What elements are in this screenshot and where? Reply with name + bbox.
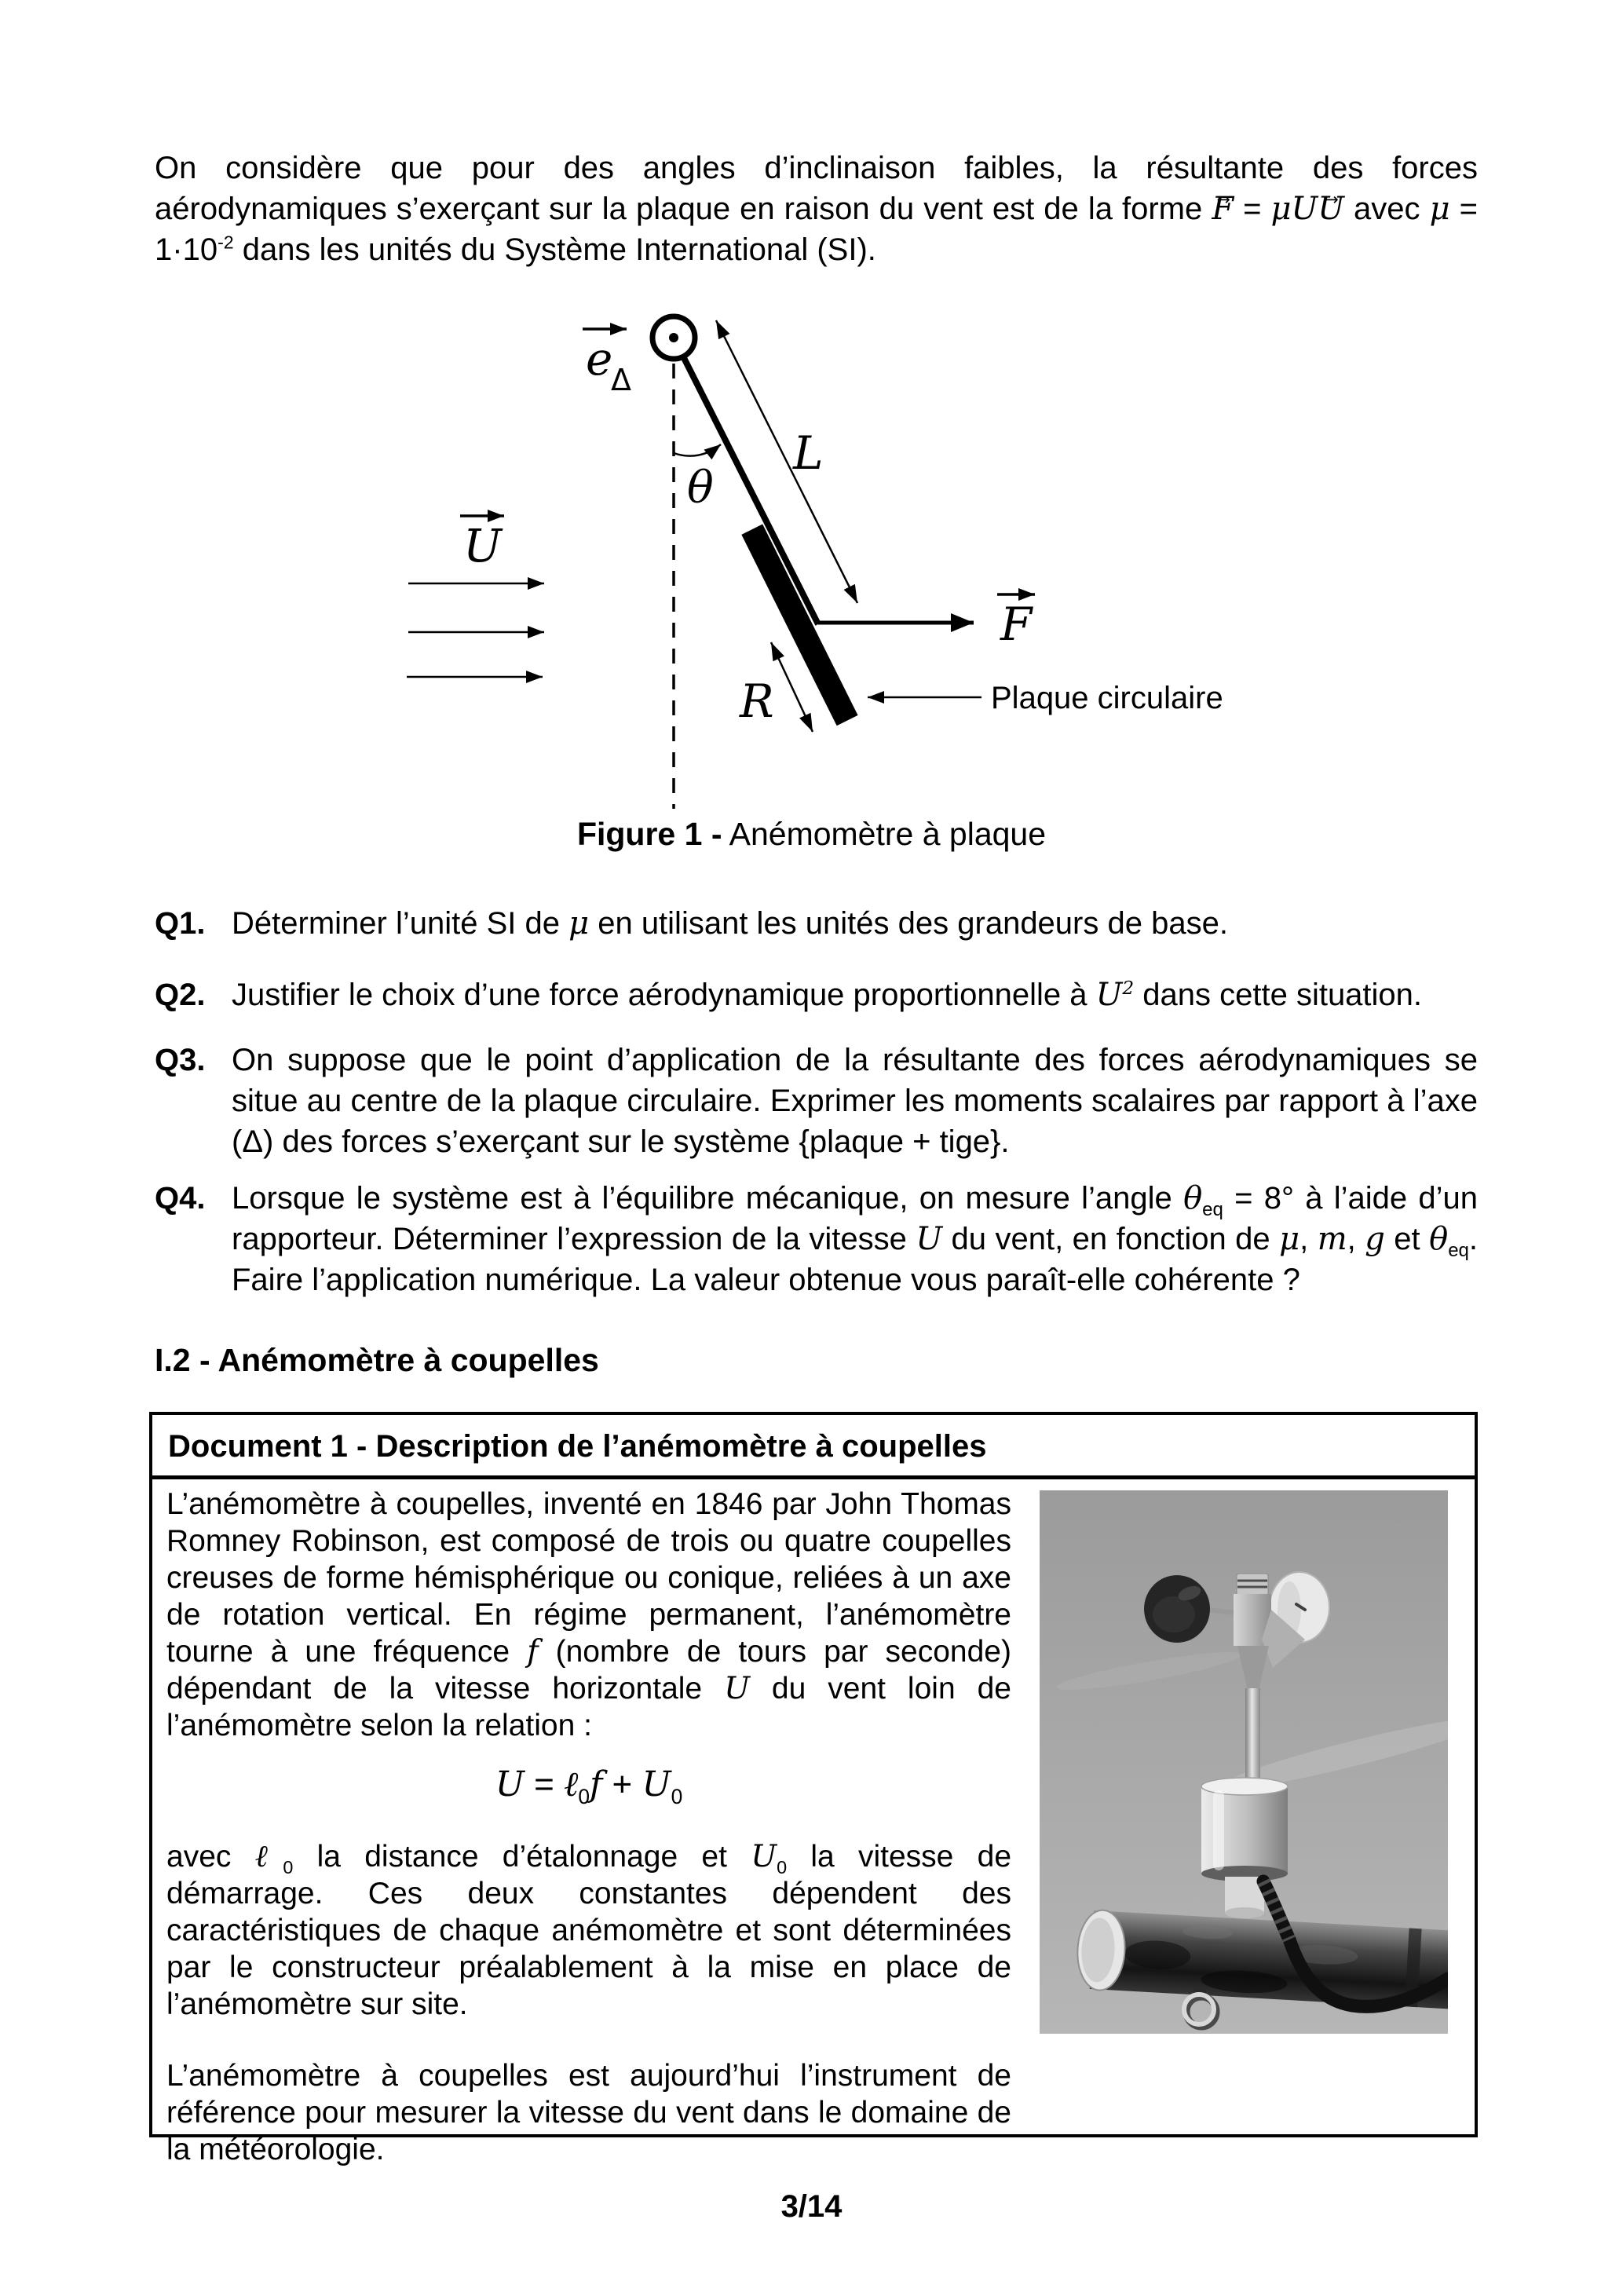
dark-cup	[1144, 1575, 1210, 1643]
svg-text:F: F	[1000, 598, 1033, 651]
anemometer-formula: U = ℓ$_0$f + $U_0$	[495, 1764, 683, 1808]
vertical-shaft	[1245, 1688, 1260, 1786]
pivot-circle	[652, 316, 695, 359]
plate-callout-label: Plaque circulaire	[991, 681, 1223, 715]
label-F	[997, 594, 1035, 651]
question-q2-text: Justifier le choix d’une force aérodynamique proportionnelle à $U^2$ dans cette situation.	[232, 977, 1423, 1013]
drum-body	[1201, 1778, 1288, 1881]
question-q3-label: Q3.	[155, 1043, 206, 1077]
question-q2	[155, 974, 1478, 1015]
wind-arrows	[407, 583, 544, 677]
figure-1-diagram	[353, 302, 1264, 856]
question-q1-label: Q1.	[155, 906, 206, 941]
page-number: 3/14	[780, 2189, 843, 2224]
label-U-wind	[460, 516, 504, 572]
document-1-para2: avec ℓ$_0$ la distance d’étalonnage et $U_0$ la vitesse de démarrage. Ces deux constantes dépendent des caractéristiques de chaque anémomètre et sont déterminées par le constructeur préalablement à la mise en place de l’anémomètre sur site.	[166, 1839, 1012, 2021]
question-q1-text: Déterminer l’unité SI de μ en utilisant les unités des grandeurs de base.	[232, 905, 1228, 941]
question-q3-text: On suppose que le point d’application de la résultante des forces aérodynamiques se situe au centre de la plaque circulaire. Exprimer les moments scalaires par rapport à l’axe (Δ) des forces s’exerçant sur le système {plaque + tige}.	[232, 1043, 1478, 1159]
document-1-para1: L’anémomètre à coupelles, inventé en 1846 par John Thomas Romney Robinson, est composé de trois ou quatre coupelles creuses de forme hémisphérique ou conique, reliées à un axe de rotation vertical. En régime permanent, l’anémomètre tourne à une fréquence f (nombre de tours par seconde) dépendant de la vitesse horizontale U du vent loin de l’anémomètre selon la relation :	[166, 1487, 1011, 1742]
label-L: L	[793, 426, 824, 480]
document-1-box	[149, 1412, 1478, 2166]
question-q2-label: Q2.	[155, 978, 206, 1012]
question-q3	[155, 1040, 1478, 1162]
svg-text:Δ: Δ	[611, 363, 631, 397]
label-e-delta	[583, 329, 631, 397]
label-R: R	[740, 675, 774, 728]
angle-theta-arc	[674, 444, 721, 456]
svg-text:e: e	[586, 332, 613, 386]
svg-text:U: U	[463, 519, 502, 572]
question-q4-text: Lorsque le système est à l’équilibre mécanique, on mesure l’angle $\theta_{eq} = 8^\circ$ à l’aide d’un rapporteur. Déterminer l’expression de la vitesse U du vent, en fonction de μ, m, g et $\theta_{eq}$. Faire l’application numérique. La valeur obtenue vous paraît-elle cohérente ?	[232, 1180, 1479, 1297]
document-1-para3: L’anémomètre à coupelles est aujourd’hui l’instrument de référence pour mesurer la vitesse du vent dans le domaine de la météorologie.	[166, 2059, 1011, 2166]
figure-caption-title: Anémomètre à plaque	[722, 816, 1047, 852]
document-1-body	[152, 1479, 1475, 2168]
question-q4-label: Q4.	[155, 1181, 206, 1216]
question-q1	[155, 903, 1478, 944]
figure-caption-number: Figure 1 -	[576, 816, 722, 852]
section-heading-i2: I.2 - Anémomètre à coupelles	[155, 1342, 599, 1378]
anemometer-photo	[1040, 1490, 1448, 2034]
label-theta: θ	[687, 462, 714, 514]
document-1-text-column	[166, 1486, 1011, 2168]
question-q4	[155, 1178, 1478, 1300]
figure-caption	[0, 813, 1623, 854]
intro-paragraph: On considère que pour des angles d’inclinaison faibles, la résultante des forces aérodynamiques s’exerçant sur la plaque en raison du vent est de la forme F → = μUU → avec $\mu = 1\cdot 10^{-2}$ dans les unités du Système International (SI).	[155, 148, 1478, 270]
document-1-title: Document 1 - Description de l’anémomètre à coupelles	[152, 1415, 1475, 1479]
